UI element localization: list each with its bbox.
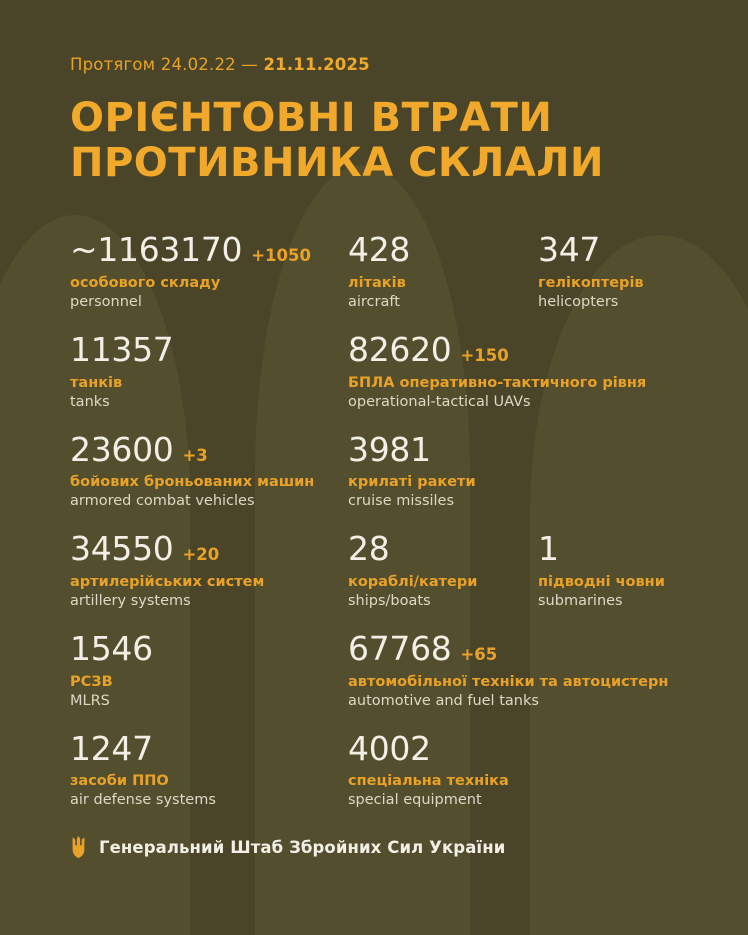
stat-label-ua: підводні човни (538, 573, 665, 590)
stat-value-line (70, 628, 338, 668)
stat-value-line (348, 728, 668, 768)
stat-delta: +20 (182, 545, 220, 565)
stat-label-en: armored combat vehicles (70, 493, 255, 510)
stat-label-en: automotive and fuel tanks (348, 692, 539, 709)
stat-delta: +65 (460, 644, 498, 664)
date-value: 21.11.2025 (263, 55, 370, 74)
stat-label-ua: танків (70, 374, 123, 391)
stat-label-ua: засоби ППО (70, 773, 169, 790)
stat-value-line (538, 531, 668, 567)
stat-item-special-equipment (348, 728, 678, 809)
stat-label-en: special equipment (348, 792, 482, 809)
page-title-line-2: ПРОТИВНИКА СКЛАЛИ (70, 140, 605, 187)
stat-item-tanks (70, 332, 348, 410)
stat-label-ua: артилерійських систем (70, 573, 265, 590)
stat-value: 1247 (70, 728, 153, 768)
stat-label-en: artillery systems (70, 592, 191, 609)
stat-item-artillery (70, 531, 348, 609)
stat-item-cruise-missiles (348, 429, 678, 510)
stat-value-line (70, 429, 338, 469)
stat-label-ua: РСЗВ (70, 673, 113, 690)
stat-label-en: submarines (538, 592, 623, 609)
stat-item-automotive (348, 628, 678, 709)
stat-item-uavs (348, 332, 678, 410)
stat-value: ~1163170 (70, 230, 243, 270)
stat-value: 1 (538, 529, 559, 569)
stat-value: 428 (348, 230, 411, 270)
stat-value: 82620 (348, 330, 452, 369)
stat-label-ua: БПЛА оперативно-тактичного рівня (348, 374, 647, 391)
stat-row (70, 531, 678, 609)
stat-value-line (348, 531, 528, 567)
stat-label-en: MLRS (70, 692, 110, 709)
stat-label-en: tanks (70, 393, 110, 410)
stat-label-en: ships/boats (348, 592, 431, 609)
stat-label-ua: літаків (348, 275, 406, 291)
stat-value-line (70, 232, 338, 268)
stat-label-en: air defense systems (70, 792, 216, 809)
stat-label-ua: кораблі/катери (348, 573, 478, 590)
stat-item-helicopters (538, 232, 678, 310)
page-title (70, 96, 678, 186)
stat-value-line (348, 332, 668, 368)
stat-label-ua: крилаті ракети (348, 474, 476, 491)
stat-value: 67768 (348, 628, 452, 668)
stat-value-line (538, 232, 668, 268)
stat-value: 28 (348, 529, 390, 569)
stat-item-armored-vehicles (70, 429, 348, 510)
statistics-grid (70, 232, 678, 808)
stat-item-submarines (538, 531, 678, 609)
stat-value: 347 (538, 230, 601, 270)
trident-emblem-icon (70, 836, 87, 858)
stat-value: 11357 (70, 330, 174, 369)
stat-value-line (70, 332, 338, 368)
stat-label-en: aircraft (348, 294, 400, 310)
stat-value: 3981 (348, 429, 431, 469)
stat-delta: +3 (182, 445, 208, 465)
stat-value: 34550 (70, 529, 174, 569)
stat-row (70, 232, 678, 310)
stat-value: 1546 (70, 628, 153, 668)
stat-label-en: helicopters (538, 294, 619, 310)
stat-label-ua: особового складу (70, 275, 221, 291)
stat-item-ships (348, 531, 538, 609)
stat-label-ua: автомобільної техніки та автоцистерн (348, 673, 669, 690)
stat-delta: +150 (460, 346, 509, 365)
stat-row (70, 728, 678, 809)
date-range (70, 0, 678, 74)
stat-label-ua: гелікоптерів (538, 275, 644, 291)
date-prefix: Протягом 24.02.22 — (70, 55, 258, 74)
stat-value: 23600 (70, 429, 174, 469)
stat-item-personnel (70, 232, 348, 310)
stat-row (70, 429, 678, 510)
stat-item-air-defense (70, 728, 348, 809)
stat-value-line (70, 728, 338, 768)
stat-value-line (348, 429, 668, 469)
stat-item-mlrs (70, 628, 348, 709)
stat-row (70, 332, 678, 410)
footer-text: Генеральний Штаб Збройних Сил України (99, 837, 506, 857)
stat-label-en: operational-tactical UAVs (348, 393, 531, 410)
stat-row (70, 628, 678, 709)
stat-value-line (70, 531, 338, 567)
footer (70, 836, 678, 858)
stat-value: 4002 (348, 728, 431, 768)
page-title-line-1: ОРІЄНТОВНІ ВТРАТИ (70, 95, 553, 141)
stat-label-ua: спеціальна техніка (348, 773, 509, 790)
stat-value-line (348, 232, 528, 268)
stat-value-line (348, 628, 668, 668)
stat-item-aircraft (348, 232, 538, 310)
stat-label-en: cruise missiles (348, 493, 455, 510)
stat-label-ua: бойових броньованих машин (70, 474, 315, 491)
stat-delta: +1050 (251, 246, 311, 266)
stat-label-en: personnel (70, 294, 142, 310)
